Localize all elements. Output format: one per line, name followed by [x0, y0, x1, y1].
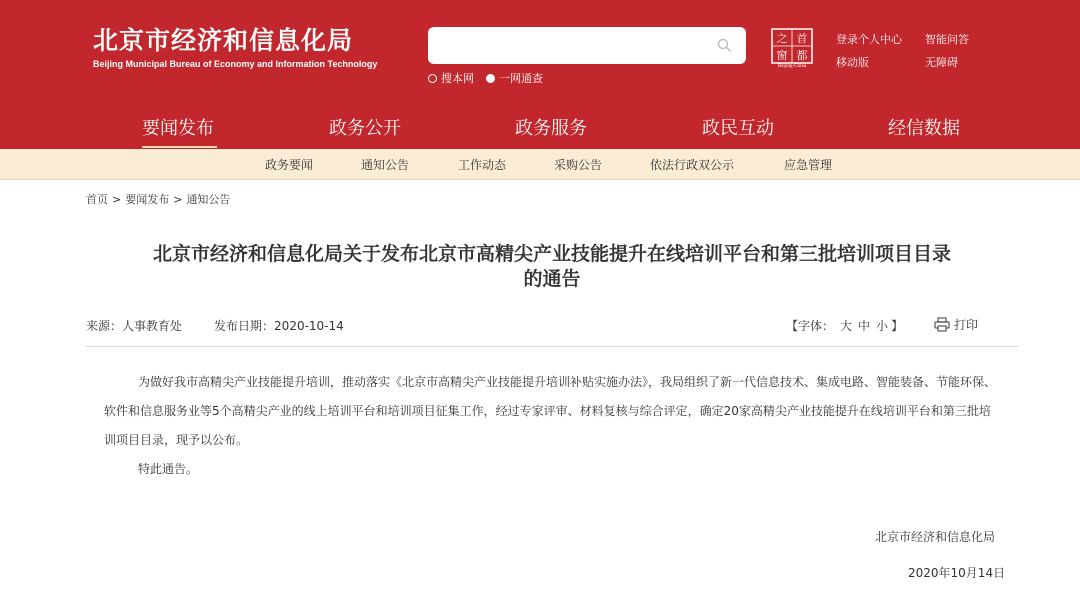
breadcrumb-separator: >	[112, 193, 122, 206]
print-label: 打印	[954, 318, 979, 332]
subnav-item-work-updates[interactable]: 工作动态	[458, 158, 507, 172]
accessibility-link[interactable]: 无障碍	[925, 56, 958, 69]
font-size-large[interactable]: 大	[840, 319, 853, 333]
signature-date: 2020年10月14日	[908, 566, 1006, 580]
smart-qa-link[interactable]: 智能问答	[925, 33, 969, 46]
print-button[interactable]	[934, 316, 978, 333]
breadcrumb-news[interactable]: 要闻发布	[125, 193, 170, 206]
scope-option-label: 搜本网	[441, 72, 474, 85]
font-size-label: 【字体：	[786, 319, 835, 333]
font-size-small[interactable]: 小	[876, 319, 889, 333]
printer-icon[interactable]	[934, 317, 950, 332]
search-box[interactable]	[428, 27, 746, 64]
seal-char-3: 之	[776, 32, 788, 45]
search-input[interactable]	[438, 35, 708, 56]
seal-char-2: 都	[796, 49, 808, 62]
radio-checked-icon[interactable]	[486, 74, 495, 83]
subnav-item-procurement[interactable]: 采购公告	[554, 158, 603, 172]
main-nav	[0, 101, 1080, 149]
breadcrumb-home[interactable]: 首页	[86, 193, 108, 206]
font-size-control	[786, 317, 903, 334]
breadcrumb-separator: >	[173, 193, 183, 206]
subnav-item-gov-news[interactable]: 政务要闻	[265, 158, 314, 172]
sub-nav	[0, 149, 1080, 180]
font-size-close: 】	[891, 319, 904, 333]
date-label: 发布日期：	[214, 319, 275, 333]
article-meta	[86, 317, 344, 334]
scope-option-all[interactable]	[486, 70, 543, 86]
search-icon[interactable]	[717, 38, 731, 52]
source-label: 来源：	[86, 319, 123, 333]
subnav-item-double-publicity[interactable]: 依法行政双公示	[650, 158, 735, 172]
nav-item-news[interactable]: 要闻发布	[142, 118, 214, 139]
scope-option-site[interactable]	[428, 70, 474, 86]
article-title-line1: 北京市经济和信息化局关于发布北京市高精尖产业技能提升在线培训平台和第三批培训项目目录	[152, 243, 951, 265]
breadcrumb	[86, 191, 234, 207]
meta-divider	[86, 346, 1018, 347]
scope-option-label: 一网通查	[499, 72, 543, 85]
article-paragraph: 特此通告。	[138, 462, 199, 476]
radio-unchecked-icon[interactable]	[428, 74, 437, 83]
date-value: 2020-10-14	[274, 319, 344, 333]
nav-item-disclosure[interactable]: 政务公开	[329, 118, 401, 139]
nav-item-data[interactable]: 经信数据	[888, 118, 960, 139]
article-title-line2: 的通告	[523, 268, 581, 290]
login-link[interactable]: 登录个人中心	[836, 33, 902, 46]
nav-item-interaction[interactable]: 政民互动	[702, 118, 774, 139]
subnav-item-emergency[interactable]: 应急管理	[784, 158, 833, 172]
seal-caption: Beijing-China	[777, 64, 807, 69]
site-logo-subtitle[interactable]: Beijing Municipal Bureau of Economy and Information Technology	[93, 59, 378, 69]
article-paragraph: 为做好我市高精尖产业技能提升培训，推动落实《北京市高精尖产业技能提升培训补贴实施办法》，我局组织了新一代信息技术、集成电路、智能装备、节能环保、软件和信息服务业等5个高精尖产业的线上培训平台和培训项目征集工作，经过专家评审、材料复核与综合评定，确定20家高精尖产业技能提升在线培训平台和第三批培训项目目录，现予以公布。	[104, 375, 997, 447]
subnav-item-notices[interactable]: 通知公告	[361, 158, 410, 172]
font-size-medium[interactable]: 中	[858, 319, 871, 333]
mobile-version-link[interactable]: 移动版	[836, 56, 869, 69]
article-title	[86, 242, 1018, 292]
source-value: 人事教育处	[122, 319, 183, 333]
seal-char-4: 窗	[776, 49, 788, 62]
search-scope-options	[428, 70, 555, 86]
breadcrumb-notices[interactable]: 通知公告	[186, 193, 231, 206]
seal-char-1: 首	[796, 32, 808, 45]
nav-active-indicator	[142, 146, 217, 148]
nav-item-services[interactable]: 政务服务	[515, 118, 587, 139]
signature-organization: 北京市经济和信息化局	[875, 530, 996, 544]
site-logo-title[interactable]: 北京市经济和信息化局	[93, 26, 354, 55]
